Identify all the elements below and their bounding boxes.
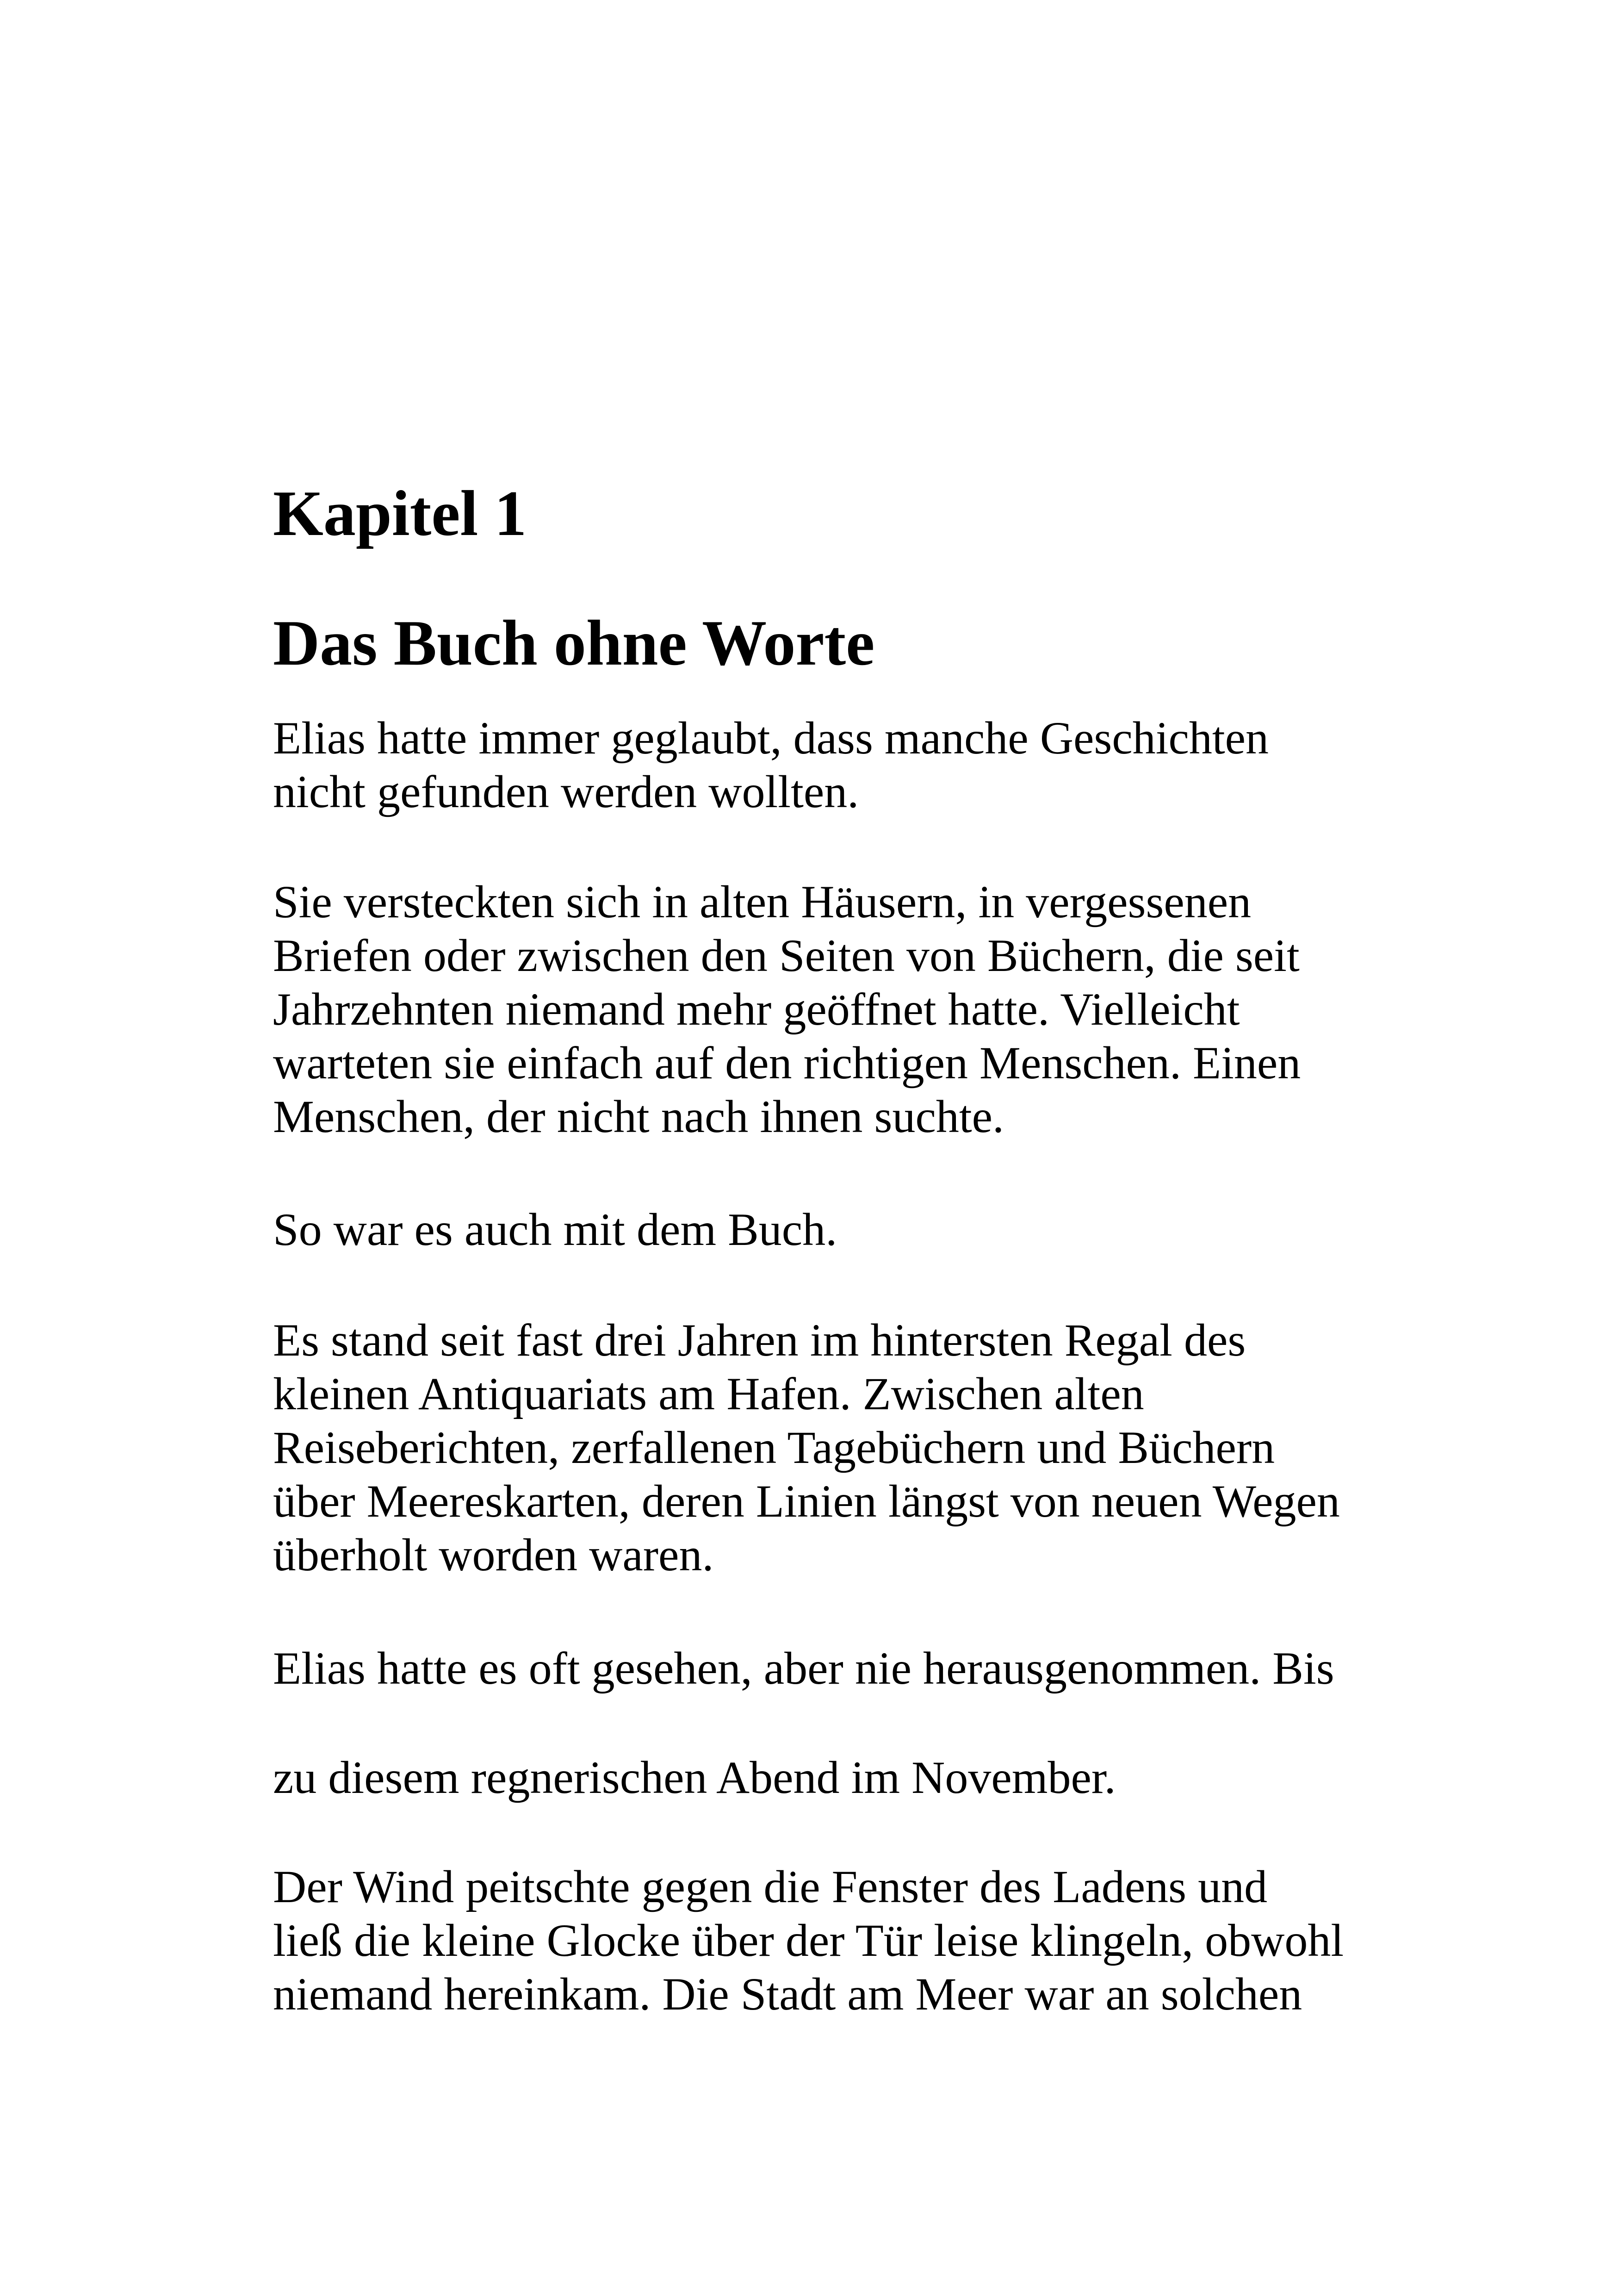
paragraph-7: [273, 1860, 1383, 2021]
paragraph-4: [273, 1313, 1383, 1582]
paragraph-2: [273, 875, 1383, 1144]
paragraph-line: ließ die kleine Glocke über der Tür leise klingeln, obwohl: [273, 1915, 1344, 1966]
paragraph-5: [273, 1642, 1383, 1695]
chapter-number: Kapitel 1: [273, 478, 527, 549]
paragraph-line: Menschen, der nicht nach ihnen suchte.: [273, 1091, 1004, 1142]
chapter-title: Das Buch ohne Worte: [273, 607, 875, 679]
paragraph-line: Es stand seit fast drei Jahren im hintersten Regal des: [273, 1314, 1246, 1366]
paragraph-line: kleinen Antiquariats am Hafen. Zwischen alten: [273, 1368, 1144, 1419]
paragraph-line: zu diesem regnerischen Abend im November.: [273, 1752, 1116, 1803]
paragraph-line: So war es auch mit dem Buch.: [273, 1204, 837, 1255]
paragraph-line: Elias hatte es oft gesehen, aber nie herausgenommen. Bis: [273, 1643, 1334, 1694]
paragraph-line: warteten sie einfach auf den richtigen Menschen. Einen: [273, 1037, 1301, 1089]
paragraph-line: Briefen oder zwischen den Seiten von Büchern, die seit: [273, 930, 1300, 981]
paragraph-line: nicht gefunden werden wollten.: [273, 766, 859, 817]
paragraph-6: [273, 1751, 1383, 1804]
paragraph-line: über Meereskarten, deren Linien längst von neuen Wegen: [273, 1475, 1340, 1527]
paragraph-line: Der Wind peitschte gegen die Fenster des Ladens und: [273, 1861, 1268, 1912]
paragraph-1: [273, 711, 1383, 819]
paragraph-line: Elias hatte immer geglaubt, dass manche Geschichten: [273, 712, 1269, 764]
paragraph-line: Sie versteckten sich in alten Häusern, in vergessenen: [273, 876, 1252, 927]
paragraph-line: Reiseberichten, zerfallenen Tagebüchern und Büchern: [273, 1422, 1275, 1473]
paragraph-line: niemand hereinkam. Die Stadt am Meer war an solchen: [273, 1968, 1302, 2020]
paragraph-line: überholt worden waren.: [273, 1529, 714, 1580]
paragraph-line: Jahrzehnten niemand mehr geöffnet hatte. Vielleicht: [273, 983, 1240, 1035]
paragraph-3: [273, 1203, 1383, 1257]
